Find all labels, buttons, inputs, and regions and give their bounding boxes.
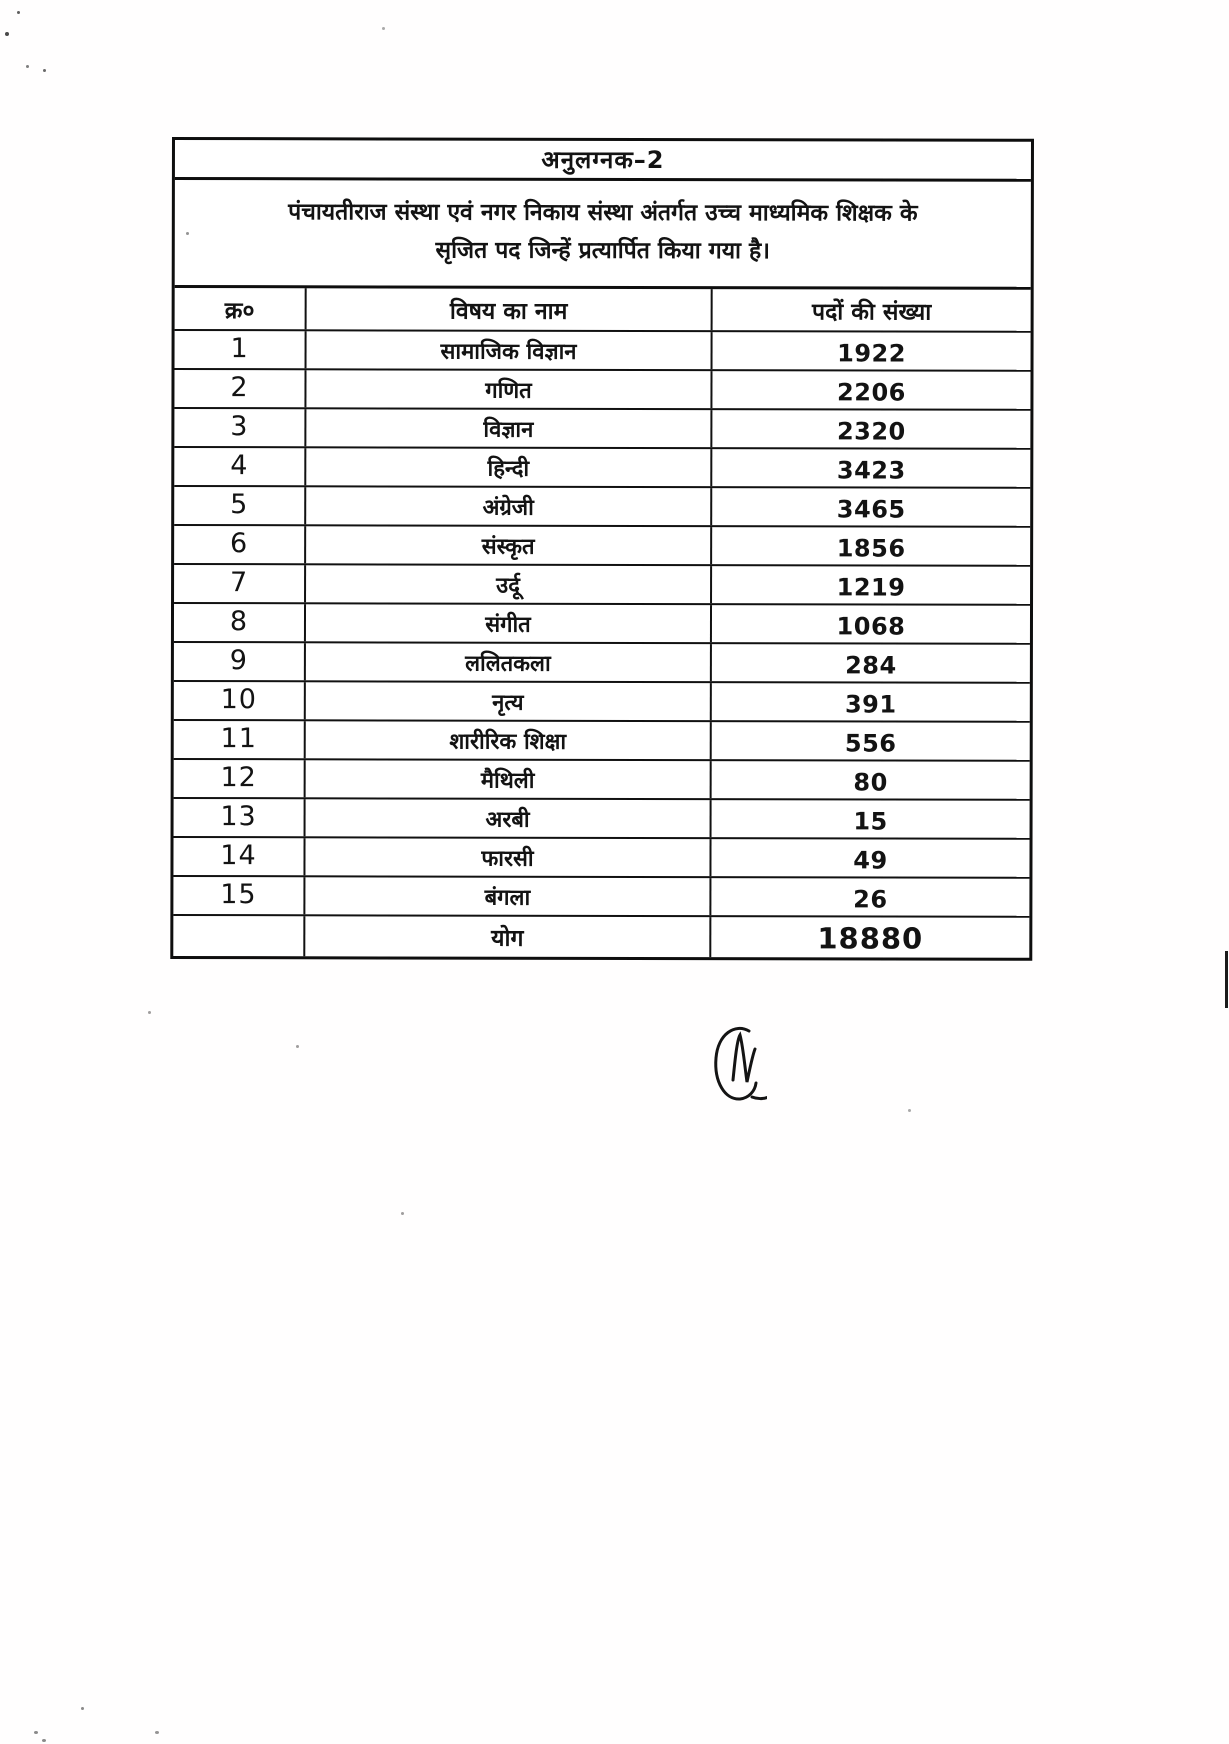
scan-speckle [81,1707,84,1710]
serial-number: 15 [173,877,305,914]
description-line-2: सृजित पद जिन्हें प्रत्यार्पित किया गया है। [435,237,770,265]
scan-speckle [296,1045,299,1048]
table-row [174,643,1030,684]
serial-number: 9 [174,643,306,680]
serial-number: 2 [174,370,306,407]
posts-count: 1922 [837,339,906,368]
subject-name: शारीरिक शिक्षा [306,721,712,759]
posts-count: 15 [853,807,888,836]
scan-speckle [5,32,9,36]
total-serial-blank [173,916,305,956]
posts-count: 556 [844,729,897,758]
serial-number: 4 [174,448,306,485]
scan-speckle [186,232,189,235]
description-line-1: पंचायतीराज संस्था एवं नगर निकाय संस्था अंतर्गत उच्च माध्यमिक शिक्षक के [288,199,918,227]
serial-number: 5 [174,487,306,524]
serial-number: 11 [174,721,306,758]
scan-speckle [43,69,46,72]
scan-speckle [401,1212,404,1215]
posts-count: 80 [853,768,888,797]
subject-name: विज्ञान [306,409,712,447]
scan-edge-artifact [1225,951,1228,1008]
table-row [173,877,1029,918]
posts-count: 1856 [836,534,906,563]
header-subject-name: विषय का नाम [307,288,713,330]
serial-number: 8 [174,604,306,641]
posts-count: 1219 [836,573,906,602]
table-total-row [173,916,1029,958]
posts-count: 284 [845,651,897,680]
header-posts-count: पदों की संख्या [812,298,932,326]
scan-speckle [908,1109,911,1112]
table-row [175,331,1031,372]
subject-name: सामाजिक विज्ञान [307,331,713,369]
subject-name: नृत्य [306,682,712,720]
serial-number: 13 [174,799,306,836]
table-header-row [175,288,1031,333]
table-row [174,487,1030,528]
scan-speckle [42,1739,46,1742]
scan-speckle [26,65,29,68]
serial-number: 10 [174,682,306,719]
table-row [174,799,1030,840]
serial-number: 6 [174,526,306,563]
subject-name: बंगला [305,877,711,915]
serial-number: 12 [174,760,306,797]
subject-name: अरबी [306,799,712,837]
total-value: 18880 [817,921,924,956]
table-row [174,448,1030,489]
serial-number: 7 [174,565,306,602]
table-row [174,409,1030,450]
posts-count: 391 [844,690,897,719]
header-serial-number: क्र० [175,288,307,329]
posts-count: 2206 [837,378,906,407]
posts-count: 26 [853,885,888,914]
subject-name: फारसी [305,838,711,876]
subject-name: ललितकला [306,643,712,681]
serial-number: 3 [174,409,306,446]
posts-count: 49 [853,846,888,875]
posts-count: 3465 [836,495,906,524]
table-row [174,760,1030,801]
table-row [174,604,1030,645]
subject-name: संस्कृत [306,526,712,564]
posts-count: 1068 [836,612,906,641]
subject-name: हिन्दी [306,448,712,486]
table-row [174,370,1030,411]
serial-number: 1 [175,331,307,368]
total-label: योग [305,916,711,957]
table-row [174,721,1030,762]
subject-name: संगीत [306,604,712,642]
table-row [174,682,1030,723]
table-description [175,180,1031,290]
scan-speckle [155,1731,159,1734]
table-row [174,526,1030,567]
subject-name: उर्दू [306,565,712,603]
posts-count: 3423 [836,456,906,485]
scan-speckle [17,11,20,14]
subject-name: अंग्रेजी [306,487,712,525]
signature-scribble [709,1024,767,1108]
annexure-table [170,137,1034,961]
table-row [173,838,1029,879]
scan-speckle [382,27,385,30]
subject-name: गणित [306,370,712,408]
posts-count: 2320 [836,417,906,446]
serial-number: 14 [173,838,305,875]
table-row [174,565,1030,606]
annexure-title: अनुलग्नक–2 [175,140,1031,182]
subject-name: मैथिली [306,760,712,798]
scan-speckle [148,1011,151,1014]
scan-speckle [34,1731,38,1734]
